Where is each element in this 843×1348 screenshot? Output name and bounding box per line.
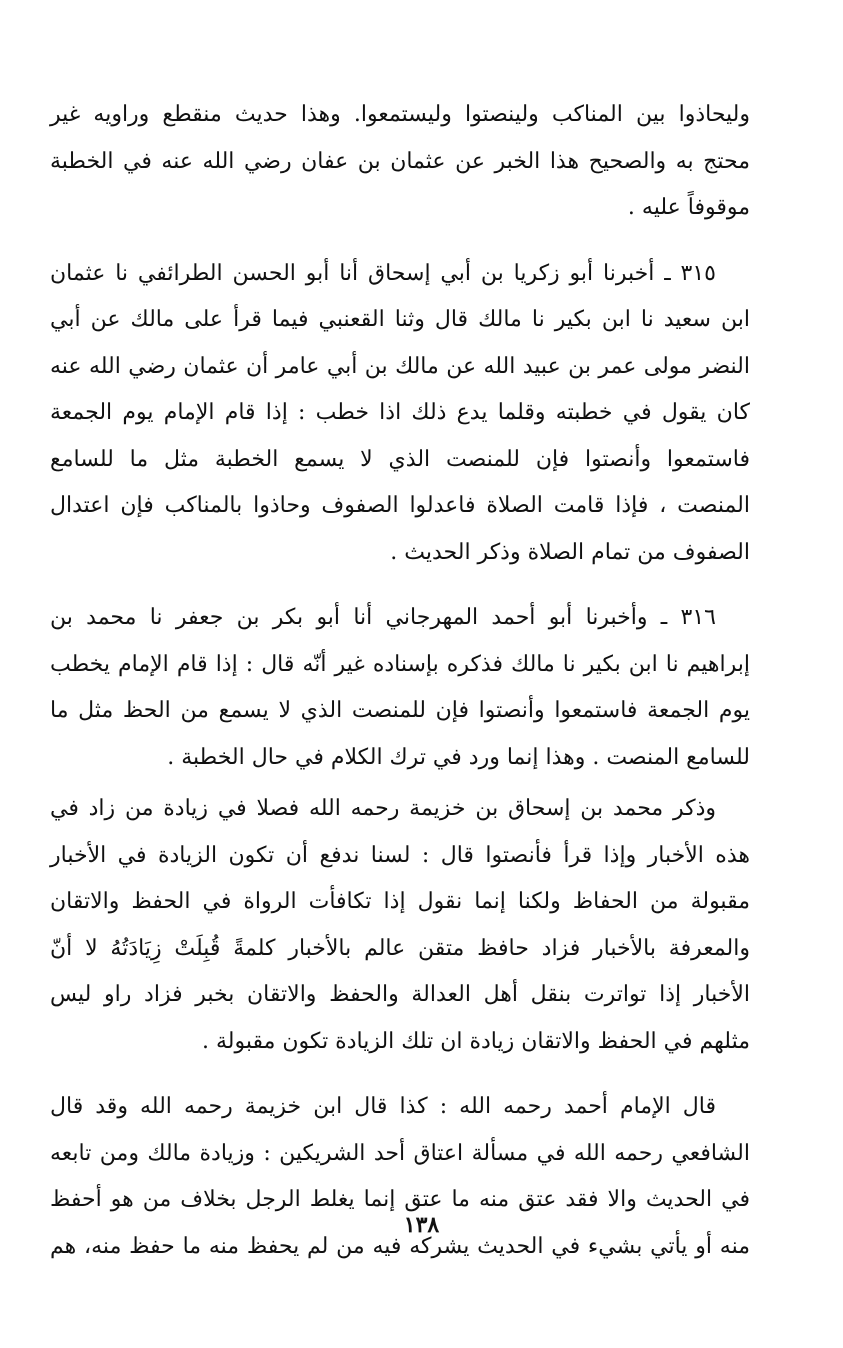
text-line: موقوفاً عليه . [627,195,750,220]
text-line: قال الإمام أحمد رحمه الله : كذا قال ابن خزيمة رحمه الله وقد قال [50,1094,716,1119]
text-line: ٣١٥ ـ أخبرنا أبو زكريا بن أبي إسحاق أنا أبو الحسن الطرائفي نا عثمان [50,260,716,286]
paragraph-1 [50,92,750,232]
paragraph-spacer [50,1065,750,1084]
text-line: للسامع المنصت . وهذا إنما ورد في ترك الكلام في حال الخطبة . [167,744,750,770]
text-line: ٣١٦ ـ وأخبرنا أبو أحمد المهرجاني أنا أبو بكر بن جعفر نا محمد بن [50,605,716,630]
paragraph-hadith-316 [50,595,750,781]
paragraph-spacer [50,576,750,595]
text-line: المنصت ، فإذا قامت الصلاة فاعدلوا الصفوف وحاذوا بالمناكب فإن اعتدال [50,493,750,518]
text-line: الصفوف من تمام الصلاة وذكر الحديث . [390,539,750,565]
page-number: ١٣٨ [403,1212,440,1238]
text-line: مثلهم في الحفظ والاتقان زيادة ان تلك الزيادة تكون مقبولة . [202,1028,750,1054]
paragraph-hadith-315 [50,251,750,577]
text-line: كان يقول في خطبته وقلما يدع ذلك اذا خطب : إذا قام الإمام يوم الجمعة [50,400,750,425]
text-line: الشافعي رحمه الله في مسألة اعتاق أحد الشريكين : وزيادة مالك ومن تابعه [50,1140,750,1166]
text-line: والمعرفة بالأخبار فزاد حافظ متقن عالم بالأخبار كلمةً قُبِلَتْ زِيَادَتُهُ لا أنّ [50,935,750,961]
text-line: ابن سعيد نا ابن بكير نا مالك قال وثنا القعنبي فيما قرأ على مالك عن أبي [50,307,750,332]
text-line: إبراهيم نا ابن بكير نا مالك فذكره بإسناده غير أنّه قال : إذا قام الإمام يخطب [50,651,750,677]
paragraph-spacer [50,232,750,251]
text-line: النضر مولى عمر بن عبيد الله عن مالك بن أبي عامر أن عثمان رضي الله عنه [50,353,750,379]
text-line: محتج به والصحيح هذا الخبر عن عثمان بن عفان رضي الله عنه في الخطبة [50,148,750,174]
text-line: يوم الجمعة فاستمعوا وأنصتوا فإن للمنصت الذي لا يسمع من الحظ مثل ما [50,698,750,723]
text-line: وذكر محمد بن إسحاق بن خزيمة رحمه الله فصلا في زيادة من زاد في [50,796,716,821]
page-body [50,92,750,1270]
paragraph-ibn-khuzayma [50,786,750,1065]
text-line: منه أو يأتي بشيء في الحديث يشركه فيه من لم يحفظ منه ما حفظ منه، هم [50,1233,750,1259]
text-line: وليحاذوا بين المناكب ولينصتوا وليستمعوا. وهذا حديث منقطع وراويه غير [50,102,750,127]
text-line: مقبولة من الحفاظ ولكنا إنما نقول إذا تكافأت الرواة في الحفظ والاتقان [50,889,750,914]
text-line: في الحديث والا فقد عتق منه ما عتق إنما يغلط الرجل بخلاف من هو أحفظ [50,1187,750,1212]
text-line: هذه الأخبار وإذا قرأ فأنصتوا قال : لسنا ندفع أن تكون الزيادة في الأخبار [50,842,750,868]
text-line: الأخبار إذا تواترت بنقل أهل العدالة والحفظ والاتقان بخبر فزاد راو ليس [50,982,750,1007]
text-line: فاستمعوا وأنصتوا فإن للمنصت الذي لا يسمع الخطبة مثل ما للسامع [50,446,750,472]
paragraph-imam-ahmad [50,1084,750,1270]
